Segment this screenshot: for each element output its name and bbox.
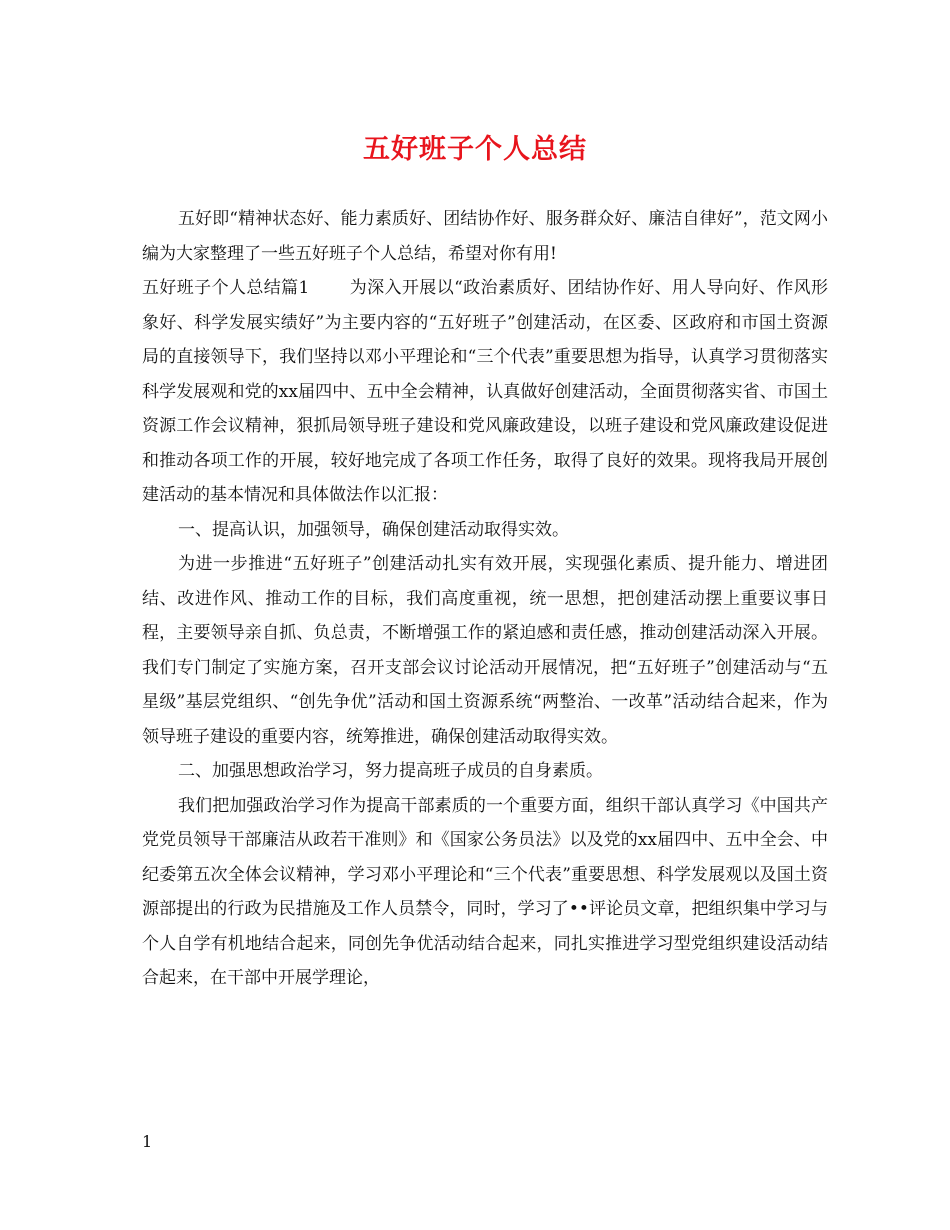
paragraph-2: 为进一步推进“五好班子”创建活动扎实有效开展，实现强化素质、提升能力、增进团结、改进作风、推动工作的目标，我们高度重视，统一思想，把创建活动摆上重要议事日程，主要领导亲自抓、负总责，不断增强工作的紧迫感和责任感，推动创建活动深入开展。我们专门制定了实施方案，召开支部会议讨论活动开展情况，把“五好班子”创建活动与“五星级”基层党组织、“创先争优”活动和国土资源系统“两整治、一改革”活动结合起来，作为领导班子建设的重要内容，统筹推进，确保创建活动取得实效。 xyxy=(142,554,828,747)
intro-paragraph: 五好即“精神状态好、能力素质好、团结协作好、服务群众好、廉洁自律好”，范文网小编为大家整理了一些五好班子个人总结，希望对你有用! xyxy=(142,209,828,264)
document-body xyxy=(142,202,828,996)
article-paragraph-1 xyxy=(142,271,828,513)
section-2-heading: 二、加强思想政治学习，努力提高班子成员的自身素质。 xyxy=(178,761,603,781)
paragraph-1-text: 为深入开展以“政治素质好、团结协作好、用人导向好、作风形象好、科学发展实绩好”为主要内容的“五好班子”创建活动，在区委、区政府和市国土资源局的直接领导下，我们坚持以邓小平理论和“三个代表”重要思想为指导，认真学习贯彻落实科学发展观和党的xx届四中、五中全会精神，认真做好创建活动，全面贯彻落实省、市国土资源工作会议精神，狠抓局领导班子建设和党风廉政建设，以班子建设和党风廉政建设促进和推动各项工作的开展，较好地完成了各项工作任务，取得了良好的效果。现将我局开展创建活动的基本情况和具体做法作以汇报： xyxy=(142,278,828,505)
page-number: 1 xyxy=(142,1132,153,1151)
article-heading: 五好班子个人总结篇1 xyxy=(142,278,310,298)
document-title: 五好班子个人总结 xyxy=(363,134,587,165)
section-1-heading: 一、提高认识，加强领导，确保创建活动取得实效。 xyxy=(178,519,569,540)
paragraph-3: 我们把加强政治学习作为提高干部素质的一个重要方面，组织干部认真学习《中国共产党党员领导干部廉洁从政若干准则》和《国家公务员法》以及党的xx届四中、五中全会、中纪委第五次全体会议精神，学习邓小平理论和“三个代表”重要思想、科学发展观以及国土资源部提出的行政为民措施及工作人员禁令，同时，学习了••评论员文章，把组织集中学习与个人自学有机地结合起来，同创先争优活动结合起来，同扎实推进学习型党组织建设活动结合起来，在干部中开展学理论， xyxy=(142,795,828,988)
